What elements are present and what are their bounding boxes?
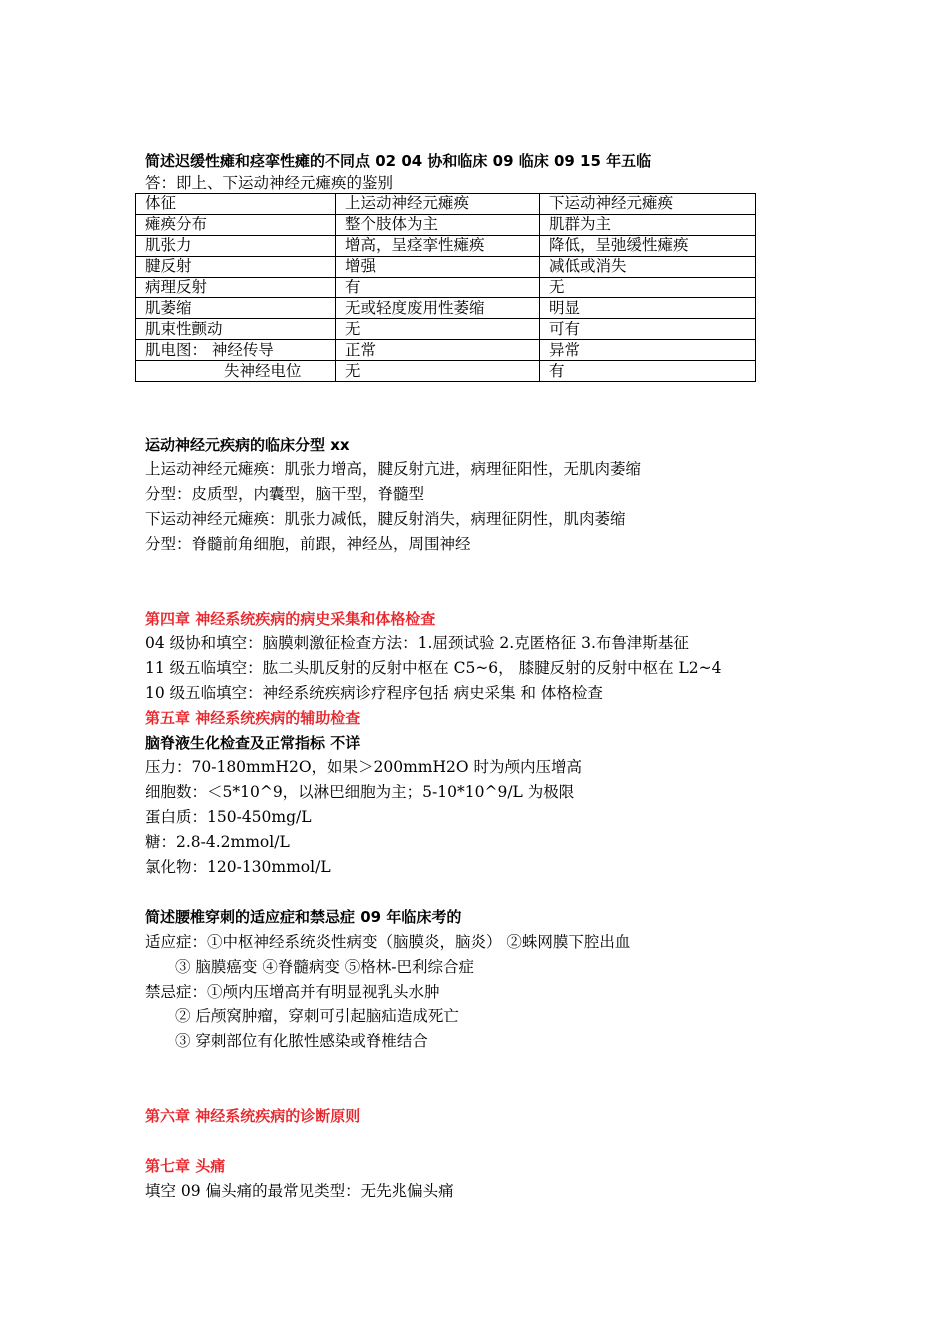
indications-line: ③ 脑膜癌变 ④脊髓病变 ⑤格林-巴利综合症 (175, 958, 475, 976)
table-cell: 可有 (540, 319, 756, 340)
table-cell: 减低或消失 (540, 256, 756, 277)
table-cell: 有 (336, 277, 540, 298)
table-cell: 瘫痪分布 (136, 214, 336, 235)
indications-line: 适应症：①中枢神经系统炎性病变（脑膜炎，脑炎） ②蛛网膜下腔出血 (145, 933, 631, 951)
body-line: 蛋白质：150-450mg/L (145, 808, 312, 826)
body-line: 分型：皮质型，内囊型，脑干型，脊髓型 (145, 485, 425, 503)
table-row (136, 235, 756, 256)
chapter-7-title: 第七章 头痛 (145, 1157, 226, 1175)
table-cell: 肌张力 (136, 235, 336, 256)
table-row (136, 298, 756, 319)
table-cell: 肌电图： 神经传导 (136, 340, 336, 361)
body-line: 压力：70-180mmH2O，如果＞200mmH2O 时为颅内压增高 (145, 758, 583, 776)
answer-intro: 答：即上、下运动神经元瘫痪的鉴别 (145, 174, 394, 192)
table-row (136, 214, 756, 235)
body-line: 04 级协和填空：脑膜刺激征检查方法：1.屈颈试验 2.克匿格征 3.布鲁津斯基征 (145, 634, 689, 652)
body-line: 细胞数：＜5*10^9，以淋巴细胞为主；5-10*10^9/L 为极限 (145, 783, 575, 801)
table-cell: 无 (336, 361, 540, 382)
table-cell: 异常 (540, 340, 756, 361)
table-cell: 肌萎缩 (136, 298, 336, 319)
table-cell: 病理反射 (136, 277, 336, 298)
section-heading-paralysis: 简述迟缓性瘫和痉挛性瘫的不同点 02 04 协和临床 09 临床 09 15 年五临 (145, 152, 652, 170)
body-line: 氯化物：120-130mmol/L (145, 858, 331, 876)
body-line: 分型：脊髓前角细胞，前跟，神经丛，周围神经 (145, 535, 471, 553)
contraindications-line: ③ 穿刺部位有化脓性感染或脊椎结合 (175, 1032, 428, 1050)
table-header-cell: 下运动神经元瘫痪 (540, 194, 756, 215)
table-cell: 明显 (540, 298, 756, 319)
body-line: 填空 09 偏头痛的最常见类型：无先兆偏头痛 (145, 1182, 454, 1200)
contraindications-line: 禁忌症：①颅内压增高并有明显视乳头水肿 (145, 983, 440, 1001)
section-heading-motor-neuron: 运动神经元疾病的临床分型 xx (145, 436, 350, 454)
lumbar-heading: 简述腰椎穿刺的适应症和禁忌症 09 年临床考的 (145, 908, 462, 926)
table-cell: 有 (540, 361, 756, 382)
body-line: 10 级五临填空：神经系统疾病诊疗程序包括 病史采集 和 体格检查 (145, 684, 603, 702)
body-line: 上运动神经元瘫痪：肌张力增高，腱反射亢进，病理征阳性，无肌肉萎缩 (145, 460, 642, 478)
table-row (136, 277, 756, 298)
table-row (136, 340, 756, 361)
table-header-cell: 体征 (136, 194, 336, 215)
table-cell: 降低，呈弛缓性瘫痪 (540, 235, 756, 256)
body-line: 糖：2.8-4.2mmol/L (145, 833, 290, 851)
table-cell: 增强 (336, 256, 540, 277)
table-row (136, 256, 756, 277)
table-row (136, 361, 756, 382)
table-cell: 正常 (336, 340, 540, 361)
body-line: 11 级五临填空：肱二头肌反射的反射中枢在 C5~6， 膝腱反射的反射中枢在 L2~4 (145, 659, 722, 677)
body-line: 下运动神经元瘫痪：肌张力减低，腱反射消失，病理征阴性，肌肉萎缩 (145, 510, 626, 528)
table-cell: 无 (540, 277, 756, 298)
contraindications-line: ② 后颅窝肿瘤，穿刺可引起脑疝造成死亡 (175, 1007, 459, 1025)
table-cell: 增高，呈痉挛性瘫痪 (336, 235, 540, 256)
table-cell: 肌束性颤动 (136, 319, 336, 340)
table-cell: 无或轻度废用性萎缩 (336, 298, 540, 319)
table-cell: 整个肢体为主 (336, 214, 540, 235)
chapter-6-title: 第六章 神经系统疾病的诊断原则 (145, 1107, 361, 1125)
chapter-5-title: 第五章 神经系统疾病的辅助检查 (145, 709, 361, 727)
comparison-table (135, 193, 756, 382)
chapter-4-title: 第四章 神经系统疾病的病史采集和体格检查 (145, 610, 436, 628)
table-cell: 肌群为主 (540, 214, 756, 235)
csf-heading: 脑脊液生化检查及正常指标 不详 (145, 734, 361, 752)
table-cell: 无 (336, 319, 540, 340)
table-header-row (136, 194, 756, 215)
table-row (136, 319, 756, 340)
table-header-cell: 上运动神经元瘫痪 (336, 194, 540, 215)
table-cell: 腱反射 (136, 256, 336, 277)
table-cell: 失神经电位 (136, 361, 336, 382)
